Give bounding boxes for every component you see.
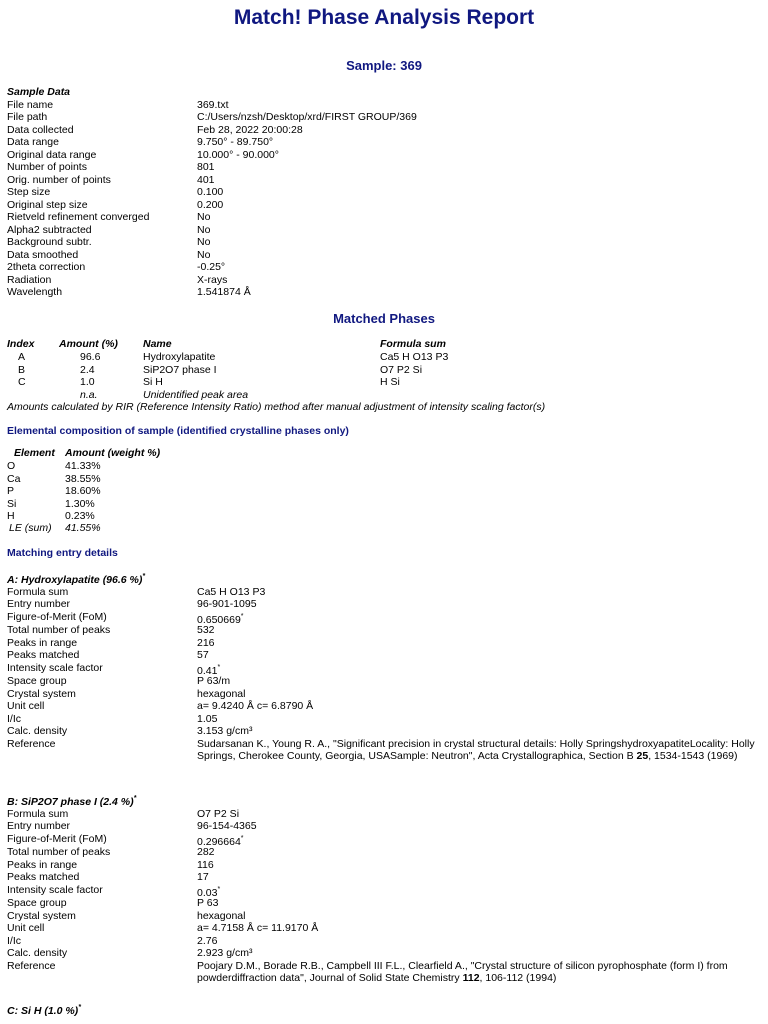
row-value: hexagonal <box>197 687 246 700</box>
entry-row <box>7 611 747 624</box>
elemental-heading: Elemental composition of sample (identified crystalline phases only) <box>7 425 349 437</box>
row-label: Number of points <box>7 161 87 173</box>
row-label: Rietveld refinement converged <box>7 211 150 223</box>
row-label: Formula sum <box>7 807 69 820</box>
sample-data-heading: Sample Data <box>7 86 71 98</box>
row-label: Space group <box>7 897 67 909</box>
row-value: 401 <box>197 173 215 186</box>
row-label: Crystal system <box>7 687 76 700</box>
row-value: 0.03* <box>197 885 221 899</box>
footnote-star: * <box>78 1004 81 1011</box>
row-label: 2theta correction <box>7 261 86 273</box>
row-value: 17 <box>197 871 209 883</box>
row-value: No <box>197 223 211 236</box>
phase-amount: n.a. <box>80 388 98 401</box>
phase-name: Hydroxylapatite <box>143 351 216 363</box>
row-value: 532 <box>197 624 215 636</box>
entry-title-text: C: Si H (1.0 %)* <box>7 1004 81 1017</box>
row-label: File name <box>7 98 54 111</box>
table-row <box>0 498 300 511</box>
sample-data-row <box>7 186 747 199</box>
row-value: 1.05 <box>197 712 218 725</box>
footnote-star: * <box>217 663 221 671</box>
entry-row <box>7 586 747 599</box>
entry-row <box>7 624 747 637</box>
row-label: Original data range <box>7 148 97 161</box>
sample-data-row <box>7 124 747 137</box>
header-element: Element <box>14 447 55 459</box>
row-label: Figure-of-Merit (FoM) <box>7 610 107 623</box>
row-value: 0.296664* <box>197 834 244 848</box>
row-value: 96-154-4365 <box>197 820 257 832</box>
footnote-star: * <box>133 795 137 802</box>
row-value: 0.650669* <box>197 612 244 626</box>
le-label: LE (sum) <box>9 522 52 534</box>
entry-row <box>7 910 747 923</box>
sample-data-row <box>7 274 747 287</box>
row-label: Space group <box>7 675 67 687</box>
row-label: Calc. density <box>7 947 68 959</box>
sample-data-row <box>7 249 747 262</box>
row-label: Radiation <box>7 273 52 286</box>
phase-name: SiP2O7 phase I <box>143 363 217 376</box>
entry-title-text: A: Hydroxylapatite (96.6 %)* <box>7 573 146 586</box>
sample-data-row <box>7 111 747 124</box>
entry-row <box>7 833 747 846</box>
row-value: a= 4.7158 Å c= 11.9170 Å <box>197 922 319 934</box>
entry-row <box>7 598 747 611</box>
row-value: 282 <box>197 846 215 858</box>
row-value: No <box>197 236 211 248</box>
table-header <box>0 447 300 460</box>
matching-heading: Matching entry details <box>7 547 118 559</box>
entry-row <box>7 649 747 662</box>
row-value: 216 <box>197 636 215 649</box>
table-row <box>0 389 768 402</box>
row-label: Crystal system <box>7 909 76 922</box>
sample-data-row <box>7 174 747 187</box>
row-value: 10.000° - 90.000° <box>197 148 279 161</box>
row-label: I/Ic <box>7 934 22 947</box>
phase-index: A <box>18 351 26 363</box>
reference-main: Sudarsanan K., Young R. A., "Significant precision in crystal structural details: Holly SpringshydroxyapatiteLocality: Holly Springs, Cherokee County, Georgia, USASample: Neutron", Acta Crystallographica, Section B <box>197 737 755 762</box>
row-value: Feb 28, 2022 20:00:28 <box>197 123 303 136</box>
row-label: Data range <box>7 136 59 148</box>
footnote-star: * <box>240 612 244 620</box>
row-label: I/Ic <box>7 712 22 725</box>
entry-row <box>7 675 747 688</box>
row-label: Background subtr. <box>7 236 92 248</box>
sample-data-row <box>7 286 747 299</box>
entry-row <box>7 662 747 675</box>
phase-amount: 1.0 <box>80 376 95 388</box>
phase-formula: Ca5 H O13 P3 <box>380 351 449 363</box>
row-value: 0.100 <box>197 186 224 198</box>
reference-volume: 112 <box>462 972 480 984</box>
row-value: 57 <box>197 649 209 661</box>
row-value: 0.41* <box>197 663 221 677</box>
row-value: 1.541874 Å <box>197 286 251 298</box>
entry-row <box>7 846 747 859</box>
phase-index: B <box>18 363 26 376</box>
row-label: Intensity scale factor <box>7 661 103 674</box>
row-value: 2.76 <box>197 934 218 947</box>
element-amount: 38.55% <box>65 472 101 485</box>
row-label: Data collected <box>7 123 74 136</box>
row-value: 3.153 g/cm³ <box>197 725 253 737</box>
entry-row <box>7 688 747 701</box>
row-label: Total number of peaks <box>7 624 111 636</box>
row-label: Alpha2 subtracted <box>7 223 92 236</box>
sample-data-row <box>7 236 747 249</box>
row-value: 369.txt <box>197 98 229 111</box>
sample-data-row <box>7 199 747 212</box>
row-label: Unit cell <box>7 922 45 934</box>
sample-data-row <box>7 224 747 237</box>
table-row <box>0 364 768 377</box>
element-amount: 1.30% <box>65 497 95 510</box>
row-label: Wavelength <box>7 286 63 298</box>
row-label: Step size <box>7 186 51 198</box>
row-label: Peaks matched <box>7 649 80 661</box>
entry-row <box>7 922 747 935</box>
row-label: Total number of peaks <box>7 846 111 858</box>
element-amount: 18.60% <box>65 485 101 497</box>
phase-name: Unidentified peak area <box>143 388 249 401</box>
row-label: Peaks in range <box>7 858 78 871</box>
row-label: Reference <box>7 737 56 750</box>
entry-title-text: B: SiP2O7 phase I (2.4 %)* <box>7 795 137 808</box>
sample-data-row <box>7 211 747 224</box>
reference-volume: 25 <box>636 750 649 762</box>
table-row <box>0 376 768 389</box>
row-label: Orig. number of points <box>7 173 111 186</box>
row-value: P 63 <box>197 897 219 909</box>
element-symbol: H <box>7 510 15 522</box>
entry-row <box>7 713 747 726</box>
row-label: Entry number <box>7 820 71 832</box>
row-value: 801 <box>197 161 215 173</box>
element-amount: 41.33% <box>65 460 101 472</box>
row-label: File path <box>7 111 48 123</box>
header-amount: Amount (%) <box>59 338 118 350</box>
row-value: No <box>197 248 211 261</box>
main-title: Match! Phase Analysis Report <box>233 6 535 29</box>
reference-main: Poojary D.M., Borade R.B., Campbell III F.L., Clearfield A., "Crystal structure of silicon pyrophosphate (form I) from powderdiffraction data", Journal of Solid State Chemistry <box>197 959 728 984</box>
row-label: Peaks in range <box>7 636 78 649</box>
element-symbol: O <box>7 460 16 472</box>
row-value: P 63/m <box>197 675 231 687</box>
row-label: Entry number <box>7 598 71 610</box>
reference-text <box>197 738 757 763</box>
row-value: 96-901-1095 <box>197 598 257 610</box>
phase-name: Si H <box>143 376 163 388</box>
row-value: a= 9.4240 Å c= 6.8790 Å <box>197 700 314 712</box>
element-amount: 0.23% <box>65 510 95 522</box>
entry-row <box>7 947 747 960</box>
entry-row <box>7 700 747 713</box>
header-formula: Formula sum <box>380 338 446 350</box>
row-value: hexagonal <box>197 909 246 922</box>
entry-row <box>7 884 747 897</box>
row-value: O7 P2 Si <box>197 807 240 820</box>
row-label: Intensity scale factor <box>7 883 103 896</box>
phase-amount: 96.6 <box>80 351 101 363</box>
row-label: Reference <box>7 959 56 972</box>
entry-row <box>7 820 747 833</box>
element-symbol: Ca <box>7 472 21 485</box>
reference-text <box>197 960 757 985</box>
row-value: C:/Users/nzsh/Desktop/xrd/FIRST GROUP/369 <box>197 111 417 123</box>
footnote-star: * <box>240 834 244 842</box>
element-symbol: P <box>7 485 15 497</box>
footnote-star: * <box>217 885 221 893</box>
row-label: Calc. density <box>7 725 68 737</box>
row-value: No <box>197 211 211 223</box>
sample-data-row <box>7 161 747 174</box>
row-label: Original step size <box>7 198 88 211</box>
table-row <box>0 485 300 498</box>
row-label: Data smoothed <box>7 248 79 261</box>
entry-row <box>7 871 747 884</box>
entry-row <box>7 897 747 910</box>
reference-pages: , 106-112 (1994) <box>479 972 557 984</box>
row-value: 9.750° - 89.750° <box>197 136 274 148</box>
row-value: 2.923 g/cm³ <box>197 947 253 959</box>
element-symbol: Si <box>7 497 17 510</box>
sample-data-row <box>7 149 747 162</box>
row-value: 0.200 <box>197 198 224 211</box>
phase-amount: 2.4 <box>80 363 95 376</box>
entry-row <box>7 637 747 650</box>
table-row <box>0 510 300 523</box>
row-label: Unit cell <box>7 700 45 712</box>
footnote-star: * <box>142 573 146 580</box>
entry-row <box>7 935 747 948</box>
table-row <box>0 473 300 486</box>
reference-pages: , 1534-1543 (1969) <box>648 750 738 762</box>
sample-data-row <box>7 99 747 112</box>
sample-title: Sample: 369 <box>346 58 422 73</box>
phase-formula: H Si <box>380 376 400 388</box>
entry-row <box>7 859 747 872</box>
rir-note: Amounts calculated by RIR (Reference Intensity Ratio) method after manual adjustment of intensity scaling factor(s) <box>7 401 546 413</box>
row-value: X-rays <box>197 273 228 286</box>
table-row <box>0 351 768 364</box>
header-index: Index <box>7 338 35 350</box>
row-label: Peaks matched <box>7 871 80 883</box>
table-header <box>0 338 768 351</box>
header-name: Name <box>143 338 172 350</box>
le-value: 41.55% <box>65 522 101 534</box>
entry-title <box>7 1005 747 1018</box>
entry-row <box>7 725 747 738</box>
row-label: Formula sum <box>7 585 69 598</box>
sample-data-row <box>7 261 747 274</box>
sample-data-row <box>7 136 747 149</box>
row-value: Ca5 H O13 P3 <box>197 585 266 598</box>
entry-row <box>7 808 747 821</box>
header-amount: Amount (weight %) <box>65 447 161 459</box>
row-value: -0.25° <box>197 261 226 273</box>
row-label: Figure-of-Merit (FoM) <box>7 832 107 845</box>
phase-formula: O7 P2 Si <box>380 363 423 376</box>
phase-index: C <box>18 376 26 388</box>
row-value: 116 <box>197 858 214 871</box>
matched-phases-heading: Matched Phases <box>333 311 435 326</box>
table-row <box>0 460 300 473</box>
le-sum-row <box>0 522 300 535</box>
